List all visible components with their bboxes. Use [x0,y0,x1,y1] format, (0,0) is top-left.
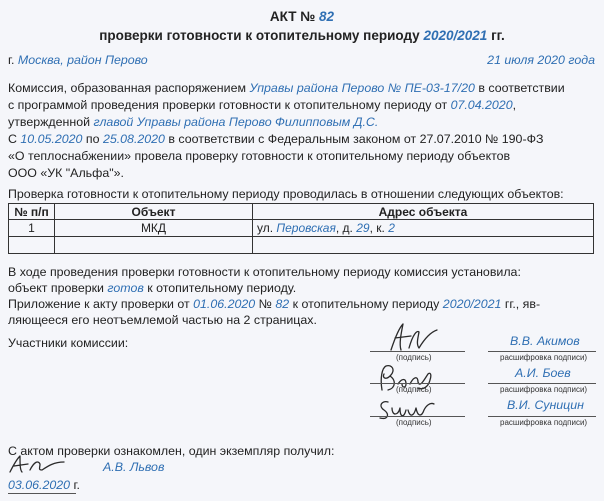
signature-akimov [385,320,445,355]
receiver-name: А.В. Львов [103,460,165,474]
body-line-3: утвержденной главой Управы района Перово Филипповым Д.С. [8,115,379,129]
signature-lvov [6,452,76,476]
address-korpus: 2 [388,221,395,235]
appendix-number: 82 [275,297,290,311]
appendix-period: 2020/2021 [442,297,502,311]
table-row [9,220,594,237]
receipt-date: 03.06.2020 г. [8,478,80,492]
col-object-header: Объект [55,204,253,220]
order-org: Управы района Перово № ПЕ-03-17/20 [249,81,475,95]
conclusion-line-2: объект проверки готов к отопительному периоду. [8,281,297,295]
col-address-header: Адрес объекта [253,204,594,220]
body-line-6: ООО «УК "Альфа"». [8,166,124,180]
city: Москва, район Перово [17,53,148,67]
acknowledgement-text: С актом проверки ознакомлен, один экземпляр получил: [8,444,335,458]
place: г. Москва, район Перово [8,53,148,67]
readiness-status: готов [107,281,144,295]
body-line-1: Комиссия, образованная распоряжением Управы района Перово № ПЕ-03-17/20 в соответствии [8,81,565,95]
conclusion-line-3: Приложение к акту проверки от 01.06.2020 № 82 к отопительному периоду 2020/2021 гг., яв- [8,297,541,311]
row-object: МКД [55,220,253,237]
sign-label: (подпись) [396,418,432,427]
address-street: Перовская [276,221,336,235]
act-number: 82 [319,9,335,24]
objects-intro: Проверка готовности к отопительному периоду проводилась в отношении следующих объектов: [8,187,564,201]
decode-label: расшифровка подписи) [500,353,588,362]
body-line-2: с программой проведения проверки готовности к отопительному периоду от 07.04.2020, [8,98,517,112]
table-header-row [9,204,594,220]
sign-label: (подпись) [396,385,432,394]
act-date: 21 июля 2020 года [487,53,595,67]
approver: главой Управы района Перово Филипповым Д.С. [93,115,379,129]
col-number-header: № п/п [9,204,55,220]
act-subtitle: проверки готовности к отопительному периоду 2020/2021 гг. [99,28,505,43]
objects-table [8,203,594,254]
member-name-3: В.И. Суницин [507,398,584,412]
member-name-2: А.И. Боев [515,366,571,380]
heating-period: 2020/2021 [423,28,488,43]
commission-label: Участники комиссии: [8,336,129,350]
body-line-4: С 10.05.2020 по 25.08.2020 в соответствии с Федеральным законом от 27.07.2010 № 190-ФЗ [8,132,544,146]
body-line-5: «О теплоснабжении» провела проверку готовности к отопительному периоду объектов [8,149,511,163]
check-to-date: 25.08.2020 [102,132,165,146]
appendix-date: 01.06.2020 [193,297,256,311]
program-date: 07.04.2020 [450,98,513,112]
conclusion-line-4: ляющееся его неотъемлемой частью на 2 страницах. [8,313,317,327]
member-name-1: В.В. Акимов [510,334,580,348]
address-house: 29 [356,221,370,235]
table-row-empty [9,237,594,254]
sign-label: (подпись) [396,353,432,362]
row-address: ул. Перовская, д. 29, к. 2 [253,220,594,237]
decode-label: расшифровка подписи) [500,418,588,427]
decode-label: расшифровка подписи) [500,385,588,394]
act-title: АКТ № 82 [269,9,335,24]
check-from-date: 10.05.2020 [20,132,83,146]
conclusion-line-1: В ходе проведения проверки готовности к отопительному периоду комиссия установила: [8,265,521,279]
row-number: 1 [9,220,55,237]
